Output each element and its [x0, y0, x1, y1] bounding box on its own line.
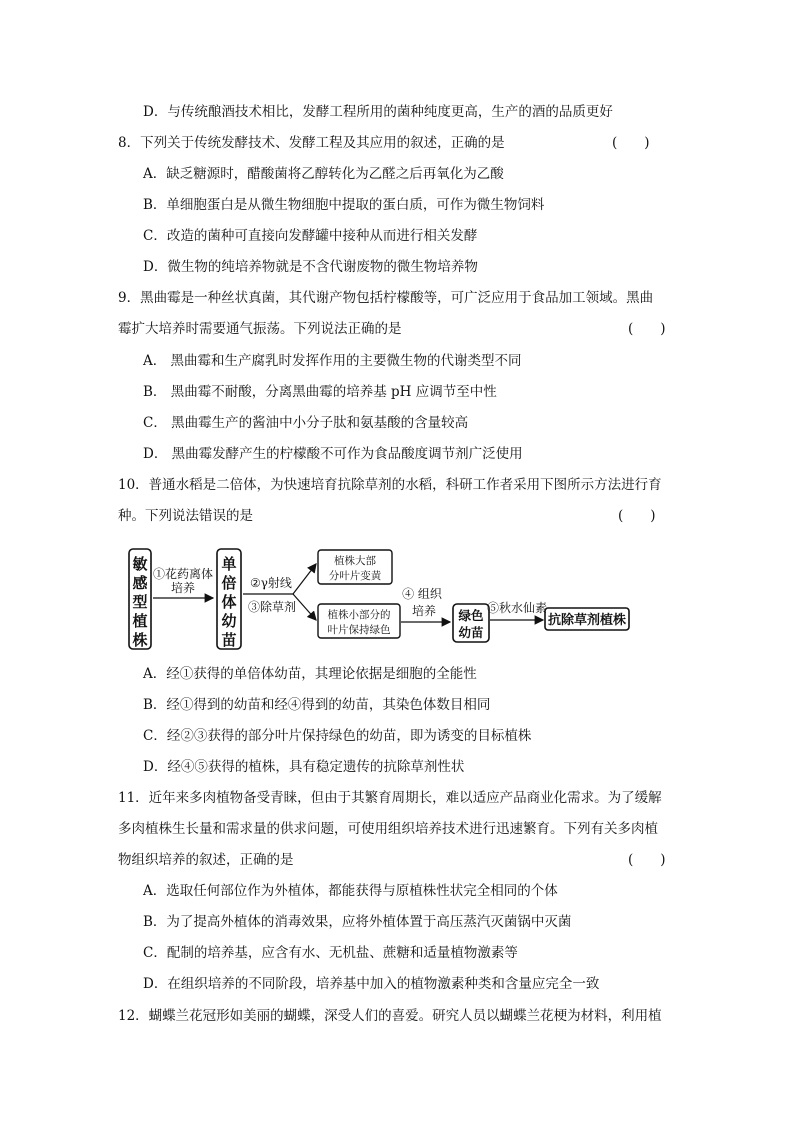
q8-option-a: A．缺乏糖源时，醋酸菌将乙醇转化为乙醛之后再氧化为乙酸	[143, 166, 504, 182]
q11-answer-paren: ( )	[628, 852, 666, 868]
q10-stem-line2: 种。下列说法错误的是	[118, 508, 253, 524]
branch-down-arrow	[293, 594, 316, 620]
q12-stem-line1: 12．蝴蝶兰花冠形如美丽的蝴蝶，深受人们的喜爱。研究人员以蝴蝶兰花梗为材料，利用植	[118, 1008, 662, 1024]
q10-stem-line1: 10．普通水稻是二倍体，为快速培育抗除草剂的水稻，科研工作者采用下图所示方法进行育	[118, 477, 662, 493]
q11-stem-line1: 11．近年来多肉植物备受青睐，但由于其繁育周期长，难以适应产品商业化需求。为了缓解	[118, 790, 662, 806]
q11-option-c: C．配制的培养基，应含有水、无机盐、蔗糖和适量植物激素等	[143, 945, 518, 961]
box2-char: 体	[221, 593, 237, 611]
green-box-line: 叶片保持绿色	[327, 624, 391, 636]
green-seedling-line: 幼苗	[458, 625, 484, 640]
q10-option-b: B．经①得到的幼苗和经④得到的幼苗，其染色体数目相同	[143, 697, 491, 713]
step3-label: ③除草剂	[248, 600, 297, 614]
q10-answer-paren: ( )	[618, 508, 656, 524]
box1-char: 感	[132, 574, 148, 592]
q10-option-a: A．经①获得的单倍体幼苗，其理论依据是细胞的全能性	[143, 666, 477, 682]
box2-char: 幼	[221, 612, 237, 630]
yellow-box-line: 分叶片变黄	[328, 570, 382, 582]
q11-stem-line3: 物组织培养的叙述，正确的是	[118, 852, 294, 868]
q9-option-a: A． 黑曲霉和生产腐乳时发挥作用的主要微生物的代谢类型不同	[143, 353, 522, 369]
green-box-line: 植株小部分的	[327, 609, 391, 621]
step1-label-bottom: 培养	[170, 581, 196, 595]
yellow-box-line: 植株大部	[334, 555, 376, 567]
green-seedling-line: 绿色	[458, 608, 484, 623]
q9-option-d: D． 黑曲霉发酵产生的柠檬酸不可作为食品酸度调节剂广泛使用	[143, 446, 523, 462]
q11-option-d: D．在组织培养的不同阶段，培养基中加入的植物激素种类和含量应完全一致	[143, 976, 600, 992]
q7-option-d: D．与传统酿酒技术相比，发酵工程所用的菌种纯度更高，生产的酒的品质更好	[143, 104, 613, 120]
step4-label-bottom: 培养	[411, 604, 437, 618]
q8-option-d: D．微生物的纯培养物就是不含代谢废物的微生物培养物	[143, 259, 478, 275]
q9-stem-line2: 霉扩大培养时需要通气振荡。下列说法正确的是	[118, 321, 402, 337]
q9-answer-paren: ( )	[628, 321, 666, 337]
box1-char: 植	[132, 612, 148, 630]
branch-up-arrow	[293, 564, 316, 594]
step2-label: ②γ射线	[250, 576, 292, 590]
final-box-label: 抗除草剂植株	[547, 613, 627, 628]
q9-option-b: B． 黑曲霉不耐酸，分离黑曲霉的培养基 pH 应调节至中性	[143, 384, 497, 400]
box2-char: 苗	[221, 631, 237, 649]
step1-label-top: ①花药离体	[152, 567, 214, 581]
q8-option-b: B．单细胞蛋白是从微生物细胞中提取的蛋白质，可作为微生物饲料	[143, 197, 545, 213]
step5-label: ⑤秋水仙素	[486, 601, 548, 615]
box2-char: 倍	[221, 574, 237, 592]
box1-char: 株	[132, 631, 148, 649]
q8-answer-paren: ( )	[612, 135, 650, 151]
q11-option-a: A．选取任何部位作为外植体，都能获得与原植株性状完全相同的个体	[143, 883, 558, 899]
step4-label-top: ④ 组织	[402, 587, 442, 601]
q8-option-c: C．改造的菌种可直接向发酵罐中接种从而进行相关发酵	[143, 228, 478, 244]
q9-option-c: C． 黑曲霉生产的酱油中小分子肽和氨基酸的含量较高	[143, 415, 469, 431]
box1-char: 型	[132, 593, 148, 611]
q8-stem: 8．下列关于传统发酵技术、发酵工程及其应用的叙述，正确的是	[118, 135, 505, 151]
q10-option-c: C．经②③获得的部分叶片保持绿色的幼苗，即为诱变的目标植株	[143, 728, 532, 744]
breeding-flow-diagram	[120, 540, 640, 660]
box2-char: 单	[221, 555, 237, 573]
q11-option-b: B．为了提高外植体的消毒效果，应将外植体置于高压蒸汽灭菌锅中灭菌	[143, 914, 572, 930]
q9-stem-line1: 9．黑曲霉是一种丝状真菌，其代谢产物包括柠檬酸等，可广泛应用于食品加工领域。黑曲	[118, 290, 654, 306]
box1-char: 敏	[132, 555, 148, 573]
q10-option-d: D．经④⑤获得的植株，具有稳定遗传的抗除草剂性状	[143, 759, 465, 775]
q11-stem-line2: 多肉植株生长量和需求量的供求问题，可使用组织培养技术进行迅速繁育。下列有关多肉植	[118, 821, 658, 837]
